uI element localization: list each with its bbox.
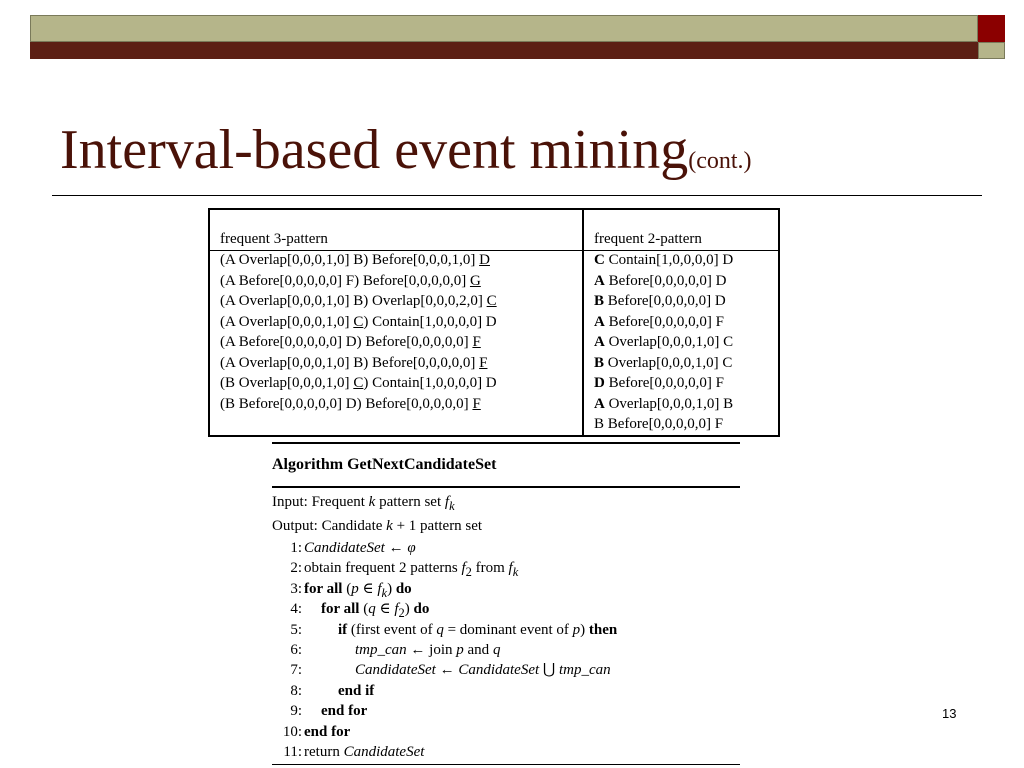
algorithm-step (272, 620, 740, 640)
step-text: tmp_can ← join p and q (355, 641, 501, 658)
step-number: 7: (290, 662, 302, 679)
algorithm-bottom-rule (272, 764, 740, 765)
algorithm-step (272, 538, 740, 558)
frequent-2-pattern-row: A Before[0,0,0,0,0] D (594, 272, 727, 289)
frequent-2-pattern-row: D Before[0,0,0,0,0] F (594, 375, 724, 391)
step-text: return CandidateSet (304, 743, 425, 760)
slide-number: 13 (942, 706, 957, 721)
frequent-3-pattern-row: (A Before[0,0,0,0,0] F) Before[0,0,0,0,0] G (220, 272, 481, 289)
step-number: 8: (290, 682, 302, 699)
step-number: 4: (290, 601, 302, 618)
algorithm-step (272, 681, 740, 701)
frequent-3-pattern-row: (B Overlap[0,0,0,1,0] C) Contain[1,0,0,0,0] D (220, 375, 497, 391)
frequent-3-pattern-row: (A Before[0,0,0,0,0] D) Before[0,0,0,0,0] F (220, 334, 481, 350)
step-number: 6: (290, 641, 302, 658)
step-number: 5: (290, 621, 302, 638)
slide-title-main: Interval-based event mining (60, 119, 689, 181)
step-number: 1: (290, 540, 302, 556)
algorithm-step (272, 640, 740, 660)
algorithm-step (272, 579, 740, 599)
algorithm-step (272, 722, 740, 742)
algorithm-title: Algorithm GetNextCandidateSet (272, 456, 497, 473)
algorithm-step (272, 599, 740, 619)
step-text: if (first event of q = dominant event of p) then (338, 621, 618, 638)
frequent-3-pattern-header: frequent 3-pattern (220, 231, 328, 247)
algorithm-steps (272, 536, 740, 762)
corner-olive-square (978, 42, 1005, 59)
frequent-3-pattern-row: (A Overlap[0,0,0,1,0] B) Overlap[0,0,0,2,0] C (220, 293, 497, 309)
algorithm-output: Output: Candidate k + 1 pattern set (272, 518, 483, 534)
step-text: end if (338, 682, 375, 699)
step-text: obtain frequent 2 patterns $f_2$ from $f_k$ (304, 560, 519, 580)
frequent-3-pattern-row: (A Overlap[0,0,0,1,0] B) Before[0,0,0,1,0] D (220, 252, 490, 268)
step-text: end for (321, 703, 368, 720)
frequent-3-pattern-rows (220, 250, 497, 414)
top-decorative-bar (30, 15, 978, 42)
frequent-2-pattern-header: frequent 2-pattern (594, 231, 702, 247)
title-underline (52, 195, 982, 196)
frequent-2-pattern-row: C Contain[1,0,0,0,0] D (594, 252, 734, 268)
frequent-3-pattern-row: (A Overlap[0,0,0,1,0] B) Before[0,0,0,0,0] F (220, 354, 488, 371)
frequent-2-pattern-column (584, 210, 778, 435)
step-number: 9: (290, 703, 302, 720)
step-text: CandidateSet ← φ (304, 540, 416, 556)
pattern-table (208, 208, 780, 437)
algorithm-input: Input: Frequent k pattern set $f_k$ (272, 494, 455, 513)
step-text: for all (q ∈ $f_2$) do (321, 601, 430, 621)
algorithm-box (272, 442, 740, 765)
frequent-3-pattern-row: (A Overlap[0,0,0,1,0] C) Contain[1,0,0,0,0] D (220, 313, 497, 330)
corner-red-square (978, 15, 1005, 42)
algorithm-step (272, 701, 740, 721)
algorithm-step (272, 558, 740, 578)
step-number: 3: (290, 580, 302, 597)
top-decorative-bar-dark (30, 42, 978, 59)
algorithm-step (272, 742, 740, 762)
frequent-2-pattern-row: A Before[0,0,0,0,0] F (594, 313, 724, 330)
step-text: for all (p ∈ $f_k$) do (304, 580, 412, 600)
step-text: CandidateSet ← CandidateSet ⋃ tmp_can (355, 662, 611, 679)
frequent-2-pattern-rows (594, 250, 733, 435)
frequent-2-pattern-row: A Overlap[0,0,0,1,0] C (594, 334, 734, 350)
frequent-2-pattern-row: B Overlap[0,0,0,1,0] C (594, 354, 733, 371)
slide-title (60, 118, 752, 193)
step-text: end for (304, 723, 351, 740)
frequent-3-pattern-column (210, 210, 584, 435)
algorithm-step (272, 660, 740, 680)
frequent-2-pattern-row: B Before[0,0,0,0,0] D (594, 293, 726, 309)
slide-title-suffix: (cont.) (688, 148, 752, 174)
step-number: 11: (283, 743, 302, 760)
step-number: 10: (282, 723, 302, 740)
frequent-2-pattern-row: A Overlap[0,0,0,1,0] B (594, 395, 734, 412)
step-number: 2: (290, 560, 302, 577)
frequent-2-pattern-row: B Before[0,0,0,0,0] F (594, 416, 724, 432)
frequent-3-pattern-row: (B Before[0,0,0,0,0] D) Before[0,0,0,0,0] F (220, 395, 481, 412)
